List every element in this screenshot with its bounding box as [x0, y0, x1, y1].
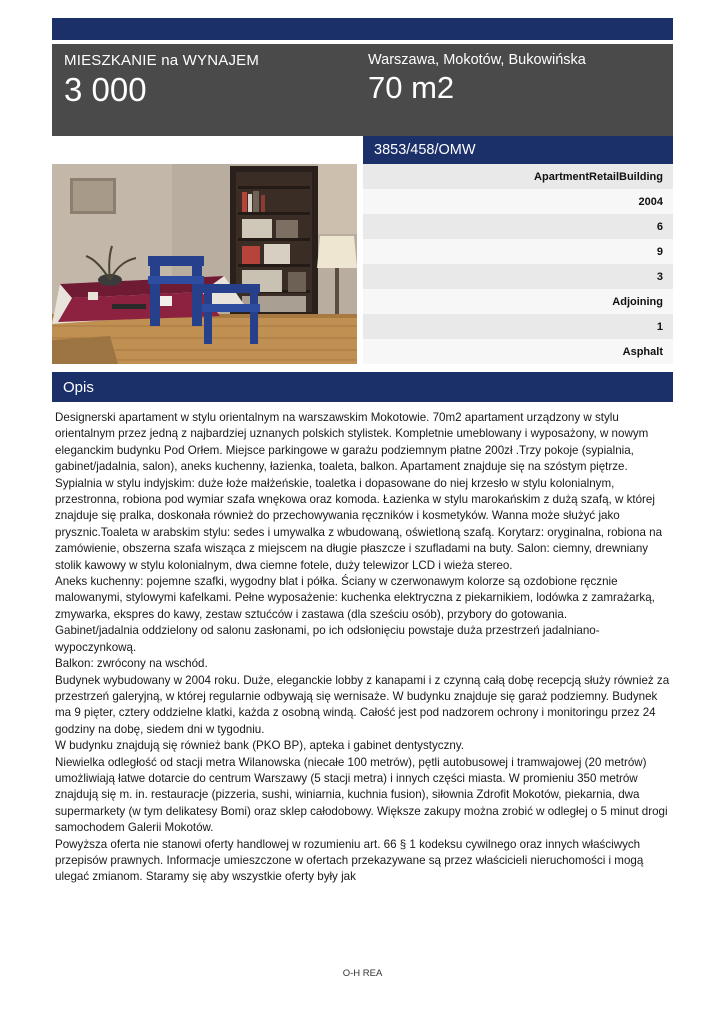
page-footer: [0, 968, 725, 979]
attribute-value: ApartmentRetailBuilding: [534, 170, 663, 183]
description-title: Opis: [63, 378, 94, 396]
description-paragraph: Niewielka odległość od stacji metra Wilanowska (niecałe 100 metrów), pętli autobusowej i tramwajowej (20 metrów) umożliwiają łatwe dotarcie do centrum Warszawy (5 stacji metra) i innych części miasta. W promieniu 350 metrów znajdują się m. in. restauracje (pizzeria, sushi, winiarnia, kuchnia fusion), siłownia Zdrofit Mokotów, piekarnia, dwa supermarkety (w tym delikatesy Bomi) oraz sklep całodobowy. Większe zakupy można zrobić w odległej o 5 minut drogi samochodem Galerii Mokotów.: [55, 755, 668, 835]
header-left-group: [64, 52, 364, 108]
offer-id-value: 3853/458/OMW: [374, 142, 476, 158]
description-paragraph: Budynek wybudowany w 2004 roku. Duże, eleganckie lobby z kanapami i z czynną całą dobę recepcją służy również za przestrzeń galeryjną, w której regularnie odbywają się wernisaże. W budynku znajduje się garaż podziemny. Budynek ma 9 pięter, cztery oddzielne klatki, każda z osobną windą. Całość jest pod nadzorem ochrony i monitoringu przez 24 godziny na dobę, siedem dni w tygodniu.: [55, 673, 670, 736]
offer-id-bar: [363, 136, 673, 164]
description-paragraph: Gabinet/jadalnia oddzielony od salonu zasłonami, po ich odsłonięciu powstaje duża przestrzeń jadalniano-wypoczynkową.: [55, 624, 600, 654]
table-row: [363, 189, 673, 214]
attribute-value: Asphalt: [622, 345, 663, 358]
table-row: [363, 164, 673, 189]
table-row: [363, 289, 673, 314]
offer-area: 70 m2: [368, 70, 455, 105]
table-row: [363, 314, 673, 339]
attribute-value: Adjoining: [612, 295, 663, 308]
property-photo-image: [52, 164, 357, 364]
description-body: [55, 410, 670, 886]
footer-text: O-H REA: [342, 968, 383, 979]
attribute-value: 1: [656, 320, 663, 333]
attribute-value: 9: [656, 245, 663, 258]
attributes-table: [363, 164, 673, 364]
description-paragraph: Designerski apartament w stylu orientalnym na warszawskim Mokotowie. 70m2 apartament urządzony w stylu orientalnym przez jedną z najbardziej uznanych polskich stylistek. Kompletnie umeblowany i wyposażony, w nowym eleganckim budynku Pod Orłem. Miejsce parkingowe w garażu podziemnym płatne 200zł .Trzy pokoje (sypialnia, gabinet/jadalnia, salon), aneks kuchenny, łazienka, toaleta, balkon. Apartament znajduje się na szóstym piętrze. Sypialnia w stylu indyjskim: duże łoże małżeńskie, toaletka i dopasowane do niej krzesło w stylu kolonialnym, przestronna, robiona pod wymiar szafa wnękowa oraz komoda. Łazienka w stylu marokańskim z dużą szafą, w której znajduje się pralka, doskonała również do przechowywania ręczników i kosmetyków. Wanna może służyć jako prysznic.Toaleta w arabskim stylu: sedes i umywalka z wbudowaną, oświetloną szafą. Korytarz: oryginalna, robiona na zamówienie, obszerna szafa wisząca z miejscem na długie płaszcze i szufladami na buty. Salon: ciemny, drewniany stolik kawowy w stylu kolonialnym, dwa ciemne fotele, duży telewizor LCD i wieża stereo.: [55, 411, 663, 572]
property-photo: [52, 164, 357, 364]
offer-location: Warszawa, Mokotów, Bukowińska: [368, 52, 586, 68]
top-accent-bar: [52, 18, 673, 40]
attribute-value: 6: [656, 220, 663, 233]
description-paragraph: Aneks kuchenny: pojemne szafki, wygodny blat i półka. Ściany w czerwonawym kolorze są ozdobione ręcznie malowanymi, stylowymi kafelkami. Pełne wyposażenie: kuchenka elektryczna z piekarnikiem, lodówka z zamrażarką, zmywarka, ekspres do kawy, zestaw sztućców i zastawa (dla sześciu osób), przybory do gotowania.: [55, 575, 655, 621]
offer-price: 3 000: [64, 71, 147, 108]
attribute-value: 2004: [638, 195, 663, 208]
table-row: [363, 264, 673, 289]
description-paragraph: Balkon: zwrócony na wschód.: [55, 657, 208, 671]
table-row: [363, 239, 673, 264]
description-paragraph: Powyższa oferta nie stanowi oferty handlowej w rozumieniu art. 66 § 1 kodeksu cywilnego oraz innych właściwych przepisów prawnych. Informacje umieszczone w ofertach przekazywane są przez właścicieli nieruchomości i mogą ulegać zmianom. Staramy się aby wszystkie oferty były jak: [55, 837, 644, 884]
table-row: [363, 214, 673, 239]
header-right-group: [368, 52, 668, 105]
attribute-value: 3: [656, 270, 663, 283]
description-section-header: [52, 372, 673, 402]
description-paragraph: W budynku znajdują się również bank (PKO BP), apteka i gabinet dentystyczny.: [55, 739, 464, 753]
table-row: [363, 339, 673, 364]
offer-kind-label: MIESZKANIE na WYNAJEM: [64, 52, 260, 69]
